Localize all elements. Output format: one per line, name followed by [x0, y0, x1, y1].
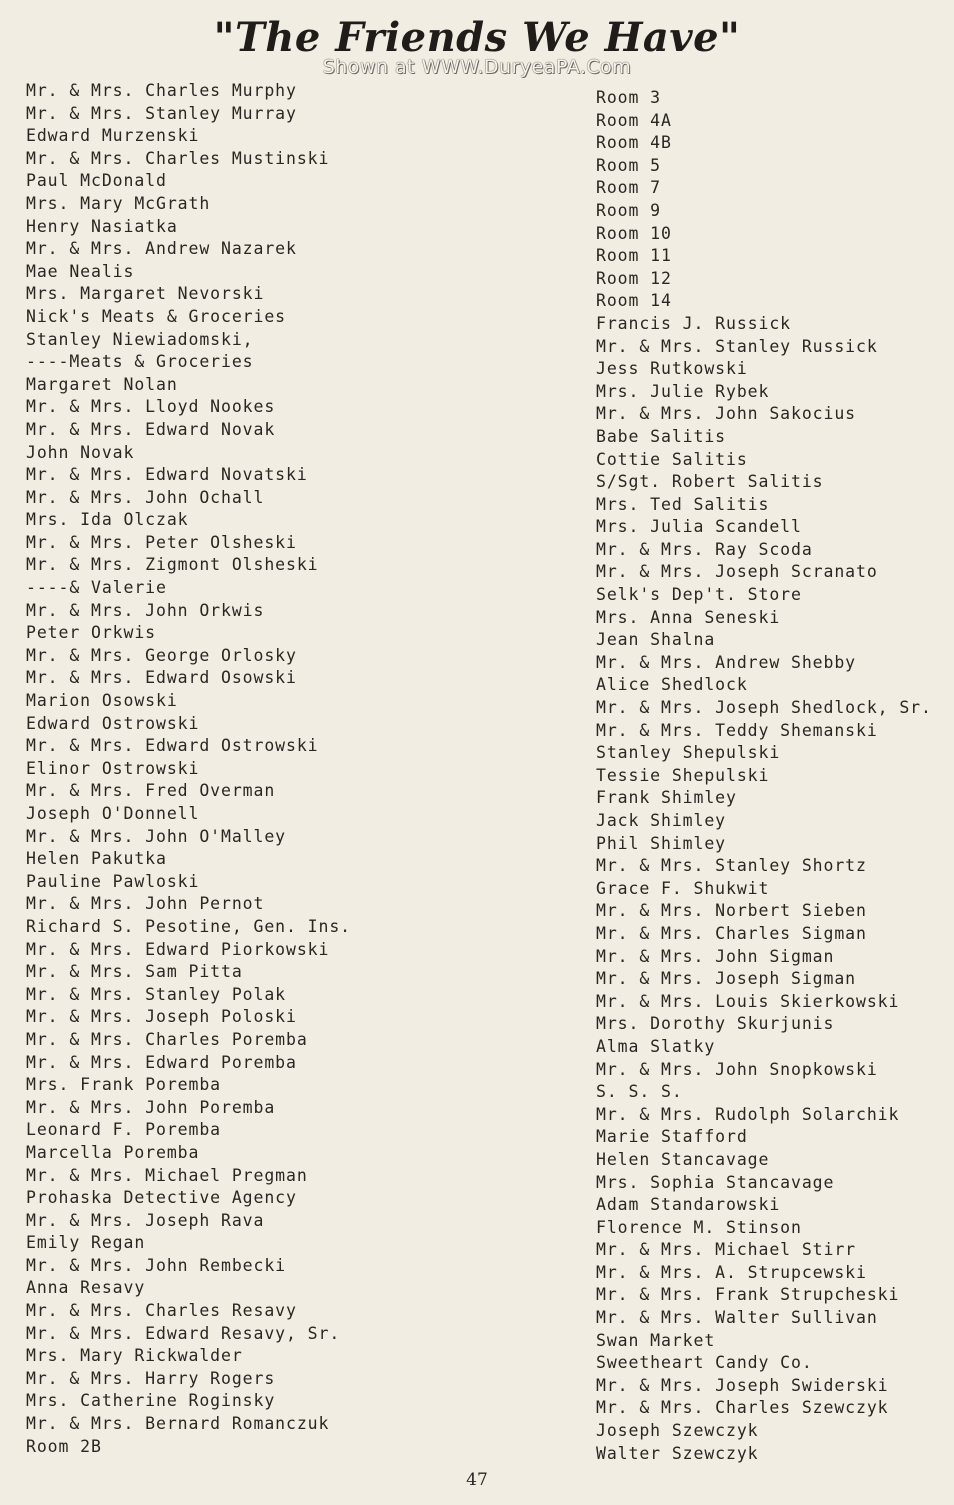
- list-item: Mr. & Mrs. Walter Sullivan: [596, 1308, 878, 1328]
- list-item: ----& Valerie: [26, 578, 167, 598]
- list-item: S/Sgt. Robert Salitis: [596, 472, 824, 492]
- right-name-column: [596, 87, 936, 1465]
- list-item: Margaret Nolan: [26, 374, 178, 394]
- list-item: Mr. & Mrs. Frank Strupcheski: [596, 1285, 900, 1305]
- list-item: Mr. & Mrs. Charles Sigman: [596, 923, 867, 943]
- list-item: Mr. & Mrs. John Pernot: [26, 894, 265, 914]
- list-item: Mr. & Mrs. Zigmont Olsheski: [26, 555, 319, 575]
- list-item: Stanley Shepulski: [596, 743, 781, 763]
- list-item: Mr. & Mrs. John Sakocius: [596, 404, 857, 424]
- list-item: Mr. & Mrs. Edward Novak: [26, 419, 276, 439]
- list-item: Mr. & Mrs. Joseph Swiderski: [596, 1375, 889, 1395]
- list-item: Mr. & Mrs. Stanley Shortz: [596, 856, 867, 876]
- list-item: Henry Nasiatka: [26, 216, 178, 236]
- list-item: Selk's Dep't. Store: [596, 585, 802, 605]
- list-item: Mr. & Mrs. Bernard Romanczuk: [26, 1414, 330, 1434]
- list-item: Richard S. Pesotine, Gen. Ins.: [26, 916, 352, 936]
- list-item: Mr. & Mrs. Norbert Sieben: [596, 901, 867, 921]
- list-item: Edward Ostrowski: [26, 713, 200, 733]
- list-item: Nick's Meats & Groceries: [26, 306, 287, 326]
- list-item: Cottie Salitis: [596, 449, 748, 469]
- page-title: "The Friends We Have": [213, 14, 741, 61]
- list-item: Mr. & Mrs. Joseph Rava: [26, 1210, 265, 1230]
- list-item: Mrs. Julie Rybek: [596, 381, 770, 401]
- list-item: Sweetheart Candy Co.: [596, 1353, 813, 1373]
- list-item: Mr. & Mrs. Joseph Scranato: [596, 562, 878, 582]
- list-item: Mrs. Sophia Stancavage: [596, 1172, 835, 1192]
- list-item: Mr. & Mrs. Stanley Polak: [26, 984, 287, 1004]
- list-item: Room 4B: [596, 133, 672, 153]
- list-item: Mr. & Mrs. Michael Pregman: [26, 1165, 308, 1185]
- list-item: Frank Shimley: [596, 788, 737, 808]
- list-item: Mr. & Mrs. Edward Osowski: [26, 668, 297, 688]
- list-item: Joseph O'Donnell: [26, 804, 200, 823]
- list-item: Prohaska Detective Agency: [26, 1188, 297, 1208]
- list-item: Mrs. Dorothy Skurjunis: [596, 1014, 835, 1034]
- list-item: Helen Pakutka: [26, 849, 167, 869]
- list-item: Mr. & Mrs. Joseph Shedlock, Sr.: [596, 698, 932, 718]
- list-item: Mrs. Mary McGrath: [26, 193, 211, 213]
- list-item: Mr. & Mrs. Rudolph Solarchik: [596, 1104, 900, 1124]
- list-item: Mr. & Mrs. Sam Pitta: [26, 962, 243, 982]
- list-item: Edward Murzenski: [26, 126, 200, 146]
- list-item: Mrs. Mary Rickwalder: [26, 1346, 243, 1366]
- list-item: Room 7: [596, 178, 662, 198]
- list-item: Mr. & Mrs. John Poremba: [26, 1097, 276, 1117]
- list-item: Phil Shimley: [596, 833, 727, 853]
- list-item: Mr. & Mrs. Charles Murphy: [26, 81, 297, 100]
- list-item: Jack Shimley: [596, 811, 727, 830]
- list-item: Room 14: [596, 291, 672, 311]
- list-item: Mrs. Frank Poremba: [26, 1075, 222, 1095]
- list-item: Swan Market: [596, 1330, 716, 1350]
- list-item: Mr. & Mrs. Ray Scoda: [596, 539, 813, 559]
- list-item: Francis J. Russick: [596, 313, 792, 333]
- list-item: Marcella Poremba: [26, 1142, 200, 1162]
- list-item: Room 12: [596, 268, 672, 288]
- list-item: S. S. S.: [596, 1082, 683, 1102]
- list-item: Mr. & Mrs. George Orlosky: [26, 645, 297, 665]
- list-item: Mr. & Mrs. Stanley Murray: [26, 103, 297, 123]
- page-number: 47: [466, 1470, 488, 1490]
- list-item: Anna Resavy: [26, 1278, 146, 1298]
- list-item: Mr. & Mrs. Peter Olsheski: [26, 532, 297, 552]
- list-item: Mr. & Mrs. Charles Poremba: [26, 1029, 308, 1049]
- list-item: Leonard F. Poremba: [26, 1120, 222, 1140]
- list-item: Alma Slatky: [596, 1036, 716, 1056]
- list-item: Joseph Szewczyk: [596, 1421, 759, 1441]
- list-item: Mr. & Mrs. Andrew Nazarek: [26, 239, 297, 259]
- watermark-text: Shown at WWW.DuryeaPA.Com: [322, 56, 632, 78]
- list-item: ----Meats & Groceries: [26, 352, 254, 372]
- list-item: Mr. & Mrs. Edward Resavy, Sr.: [26, 1323, 341, 1343]
- list-item: Mr. & Mrs. Fred Overman: [26, 781, 276, 801]
- list-item: Florence M. Stinson: [596, 1217, 802, 1237]
- list-item: Mr. & Mrs. A. Strupcewski: [596, 1262, 867, 1282]
- list-item: Marie Stafford: [596, 1127, 748, 1147]
- list-item: Pauline Pawloski: [26, 871, 200, 891]
- list-item: Alice Shedlock: [596, 675, 748, 695]
- list-item: Mrs. Ted Salitis: [596, 494, 770, 514]
- list-item: Room 9: [596, 200, 662, 220]
- list-item: Paul McDonald: [26, 171, 167, 191]
- list-item: Mrs. Ida Olczak: [26, 510, 189, 530]
- list-item: Mr. & Mrs. John Rembecki: [26, 1255, 287, 1275]
- list-item: Grace F. Shukwit: [596, 878, 770, 898]
- list-item: Mrs. Margaret Nevorski: [26, 284, 265, 304]
- list-item: Mr. & Mrs. Edward Poremba: [26, 1052, 297, 1072]
- list-item: Mr. & Mrs. John O'Malley: [26, 826, 287, 846]
- list-item: Room 10: [596, 223, 672, 243]
- list-item: Adam Standarowski: [596, 1195, 781, 1215]
- left-name-column: [26, 80, 366, 1458]
- list-item: Mr. & Mrs. John Orkwis: [26, 600, 265, 620]
- list-item: Stanley Niewiadomski,: [26, 329, 254, 349]
- list-item: Walter Szewczyk: [596, 1443, 759, 1463]
- list-item: Emily Regan: [26, 1233, 146, 1253]
- list-item: Mae Nealis: [26, 261, 135, 281]
- list-item: Jess Rutkowski: [596, 359, 748, 379]
- list-item: Helen Stancavage: [596, 1149, 770, 1169]
- list-item: Mr. & Mrs. Charles Mustinski: [26, 148, 330, 168]
- list-item: John Novak: [26, 442, 135, 462]
- list-item: Marion Osowski: [26, 691, 178, 711]
- list-item: Peter Orkwis: [26, 623, 157, 643]
- list-item: Mr. & Mrs. Michael Stirr: [596, 1240, 857, 1260]
- list-item: Mrs. Catherine Roginsky: [26, 1391, 276, 1411]
- list-item: Mr. & Mrs. John Sigman: [596, 946, 835, 966]
- list-item: Mr. & Mrs. Joseph Poloski: [26, 1007, 297, 1027]
- list-item: Room 11: [596, 246, 672, 266]
- list-item: Mr. & Mrs. Teddy Shemanski: [596, 720, 878, 740]
- list-item: Mr. & Mrs. Joseph Sigman: [596, 969, 857, 989]
- list-item: Room 3: [596, 88, 662, 107]
- list-item: Jean Shalna: [596, 630, 716, 650]
- list-item: Mr. & Mrs. Edward Novatski: [26, 465, 308, 485]
- list-item: Mr. & Mrs. John Ochall: [26, 487, 265, 507]
- list-item: Mr. & Mrs. Edward Ostrowski: [26, 736, 319, 756]
- list-item: Room 2B: [26, 1436, 102, 1456]
- list-item: Mr. & Mrs. Louis Skierkowski: [596, 991, 900, 1011]
- list-item: Mr. & Mrs. Stanley Russick: [596, 336, 878, 356]
- list-item: Mr. & Mrs. Edward Piorkowski: [26, 939, 330, 959]
- list-item: Room 5: [596, 155, 662, 175]
- list-item: Mr. & Mrs. Andrew Shebby: [596, 652, 857, 672]
- list-item: Tessie Shepulski: [596, 765, 770, 785]
- list-item: Mr. & Mrs. Lloyd Nookes: [26, 397, 276, 417]
- list-item: Mr. & Mrs. Charles Szewczyk: [596, 1398, 889, 1418]
- list-item: Mrs. Julia Scandell: [596, 517, 802, 537]
- list-item: Mr. & Mrs. Harry Rogers: [26, 1368, 276, 1388]
- list-item: Mrs. Anna Seneski: [596, 607, 781, 627]
- list-item: Babe Salitis: [596, 426, 727, 446]
- list-item: Mr. & Mrs. John Snopkowski: [596, 1059, 878, 1079]
- list-item: Mr. & Mrs. Charles Resavy: [26, 1301, 297, 1321]
- list-item: Room 4A: [596, 110, 672, 130]
- list-item: Elinor Ostrowski: [26, 758, 200, 778]
